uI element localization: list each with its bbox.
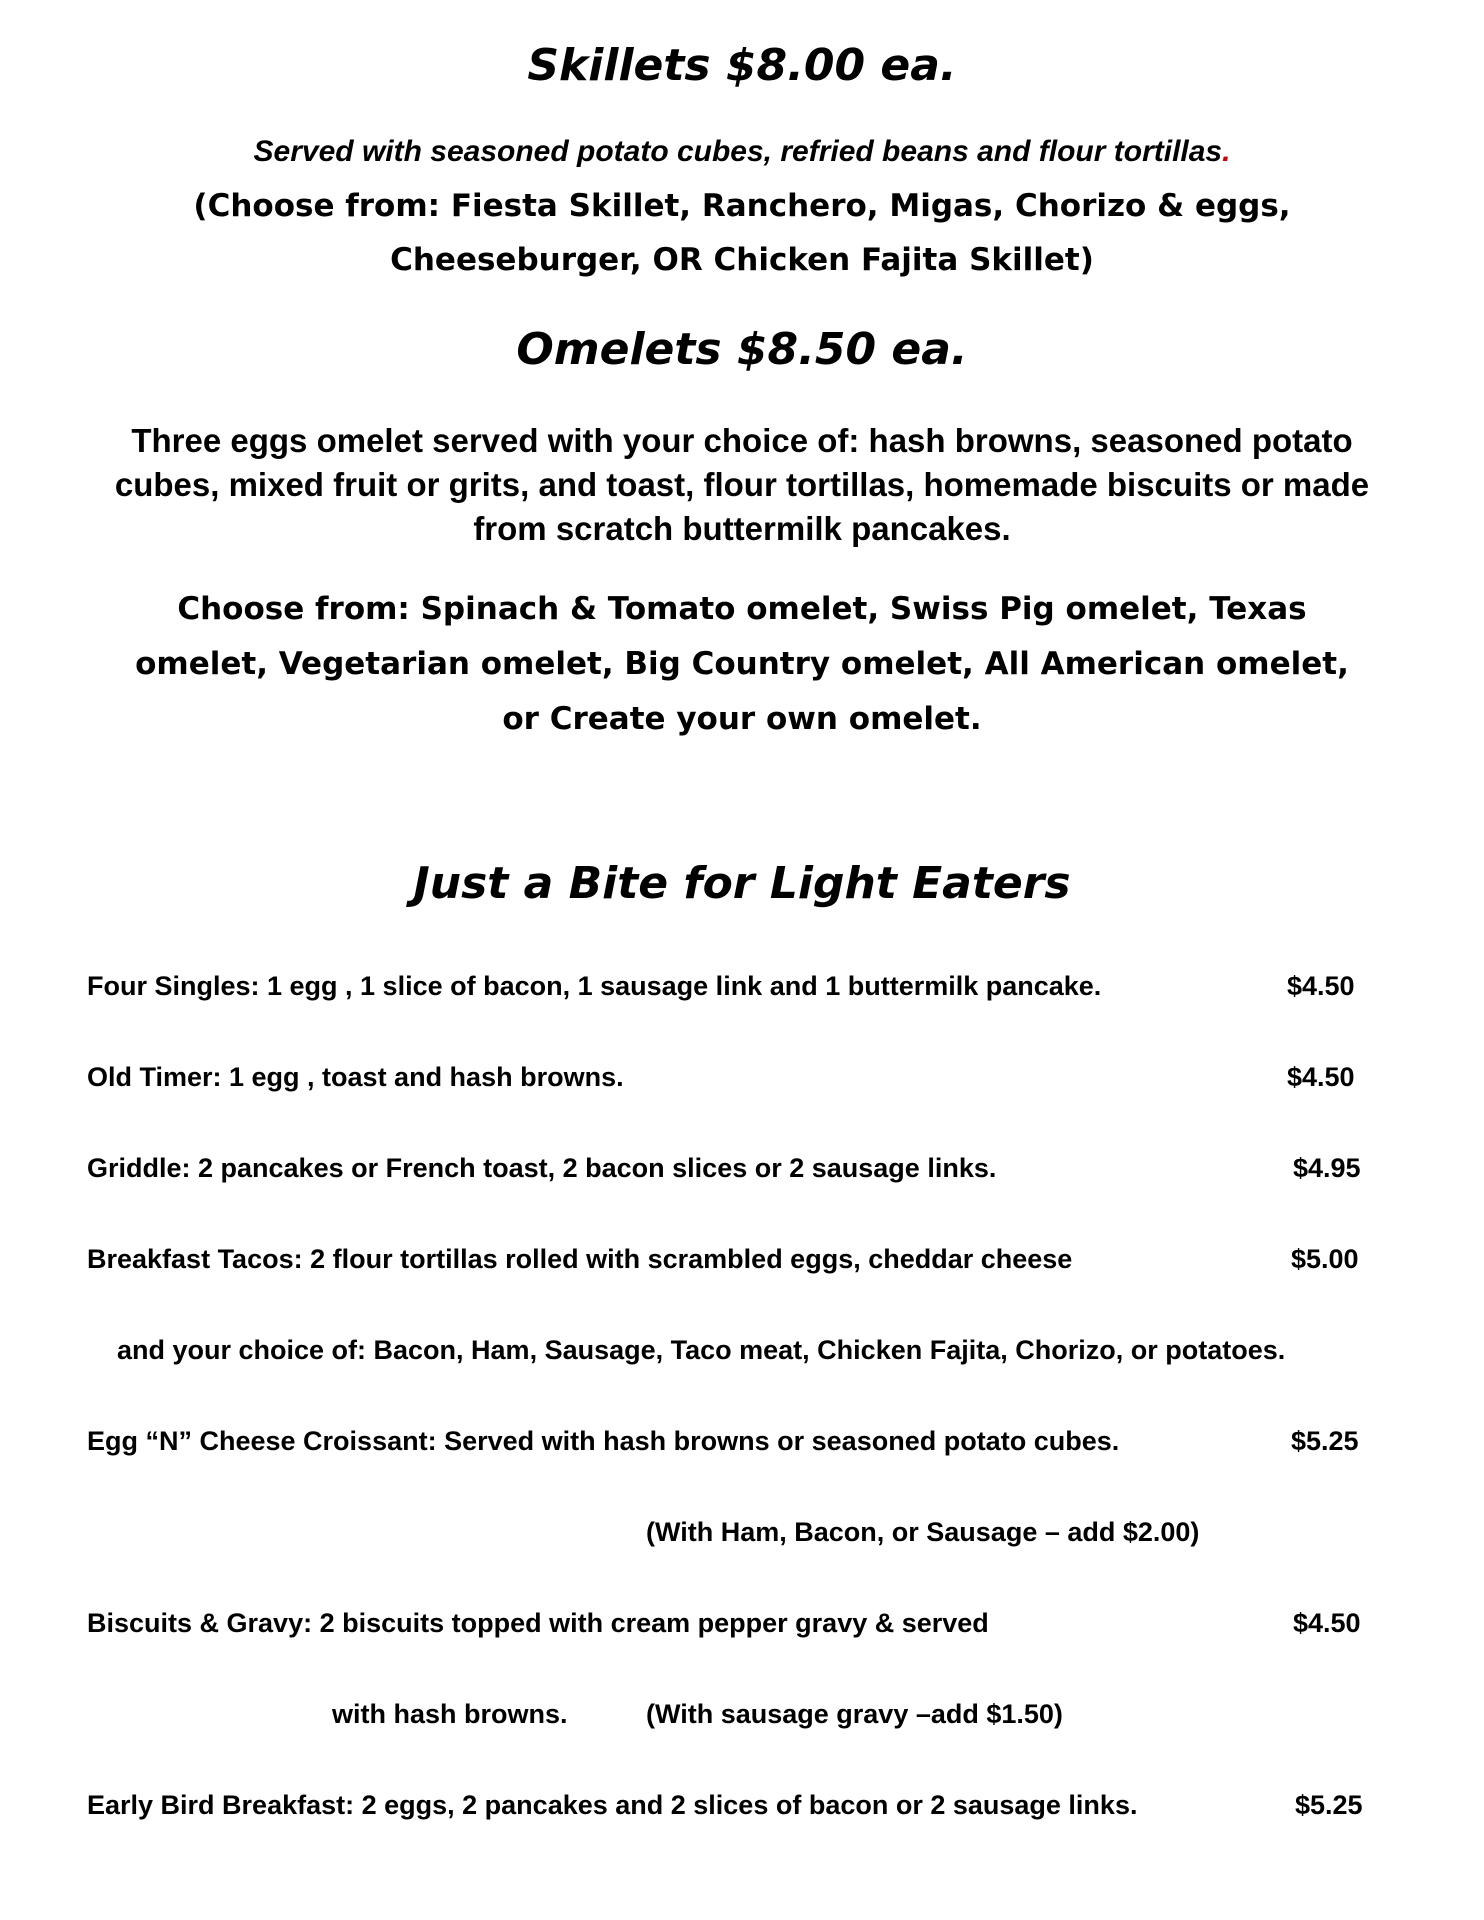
menu-item-egg-n-cheese-croissant — [87, 1421, 1397, 1461]
item-description: Breakfast Tacos: 2 flour tortillas rolled with scrambled eggs, cheddar cheese — [87, 1244, 1073, 1274]
menu-item-breakfast-tacos — [87, 1239, 1397, 1279]
item-price: $5.25 — [1291, 1426, 1359, 1456]
croissant-addon-note: (With Ham, Bacon, or Sausage – add $2.00) — [646, 1517, 1200, 1547]
biscuits-addon-note: (With sausage gravy –add $1.50) — [646, 1699, 1063, 1729]
menu-item-early-bird-breakfast — [87, 1785, 1397, 1825]
menu-item-griddle — [87, 1148, 1397, 1188]
item-description: Griddle: 2 pancakes or French toast, 2 bacon slices or 2 sausage links. — [87, 1153, 997, 1183]
menu-item-four-singles — [87, 966, 1397, 1006]
omelets-choices-line-2: omelet, Vegetarian omelet, Big Country omelet, All American omelet, — [135, 646, 1349, 682]
item-price: $5.00 — [1291, 1244, 1359, 1274]
item-description: Early Bird Breakfast: 2 eggs, 2 pancakes and 2 slices of bacon or 2 sausage links. — [87, 1790, 1138, 1820]
item-price: $5.25 — [1295, 1790, 1363, 1820]
biscuits-note: with hash browns. — [332, 1699, 568, 1729]
item-price: $4.95 — [1293, 1153, 1361, 1183]
omelets-description-line-3: from scratch buttermilk pancakes. — [473, 510, 1011, 547]
item-description: Egg “N” Cheese Croissant: Served with hash browns or seasoned potato cubes. — [87, 1426, 1120, 1456]
omelets-heading: Omelets $8.50 ea. — [516, 324, 968, 375]
menu-item-old-timer — [87, 1057, 1397, 1097]
item-price: $4.50 — [1287, 1062, 1355, 1092]
item-description: Four Singles: 1 egg , 1 slice of bacon, 1 sausage link and 1 buttermilk pancake. — [87, 971, 1102, 1001]
menu-item-biscuits-and-gravy — [87, 1603, 1397, 1643]
skillets-description-text: Served with seasoned potato cubes, refried beans and flour tortillas — [253, 135, 1223, 168]
omelets-description-line-1: Three eggs omelet served with your choice of: hash browns, seasoned potato — [131, 422, 1353, 459]
omelets-description-line-2: cubes, mixed fruit or grits, and toast, flour tortillas, homemade biscuits or made — [114, 466, 1370, 503]
skillets-description-end: . — [1222, 135, 1231, 168]
skillets-description — [70, 134, 1414, 170]
item-description: Old Timer: 1 egg , toast and hash browns. — [87, 1062, 624, 1092]
light-eaters-heading: Just a Bite for Light Eaters — [413, 858, 1071, 909]
omelets-choices-line-1: Choose from: Spinach & Tomato omelet, Swiss Pig omelet, Texas — [177, 591, 1307, 627]
item-description: Biscuits & Gravy: 2 biscuits topped with cream pepper gravy & served — [87, 1608, 989, 1638]
item-price: $4.50 — [1293, 1608, 1361, 1638]
item-price: $4.50 — [1287, 971, 1355, 1001]
skillets-heading: Skillets $8.00 ea. — [527, 40, 957, 91]
omelets-choices-line-3: or Create your own omelet. — [502, 701, 982, 737]
skillets-choices-line-2: Cheeseburger, OR Chicken Fajita Skillet) — [390, 242, 1094, 278]
breakfast-tacos-note: and your choice of: Bacon, Ham, Sausage, Taco meat, Chicken Fajita, Chorizo, or potatoes. — [117, 1335, 1286, 1365]
skillets-choices-line-1: (Choose from: Fiesta Skillet, Ranchero, Migas, Chorizo & eggs, — [193, 188, 1291, 224]
